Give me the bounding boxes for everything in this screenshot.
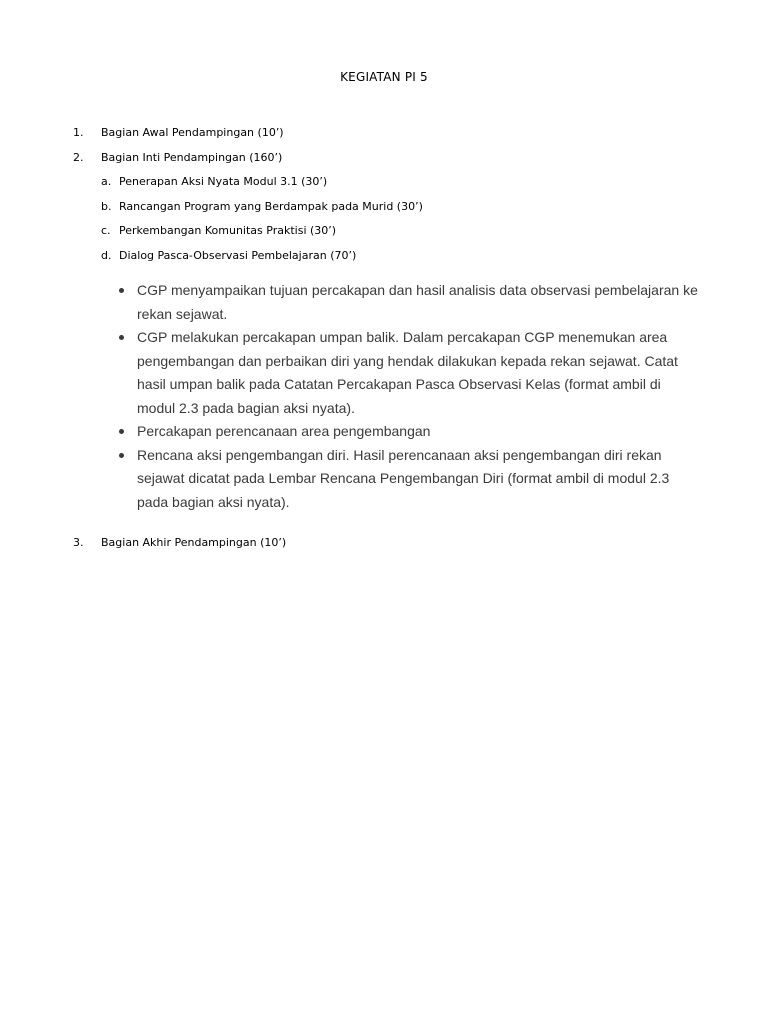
bullet-list <box>118 279 698 514</box>
sub-item-a <box>101 173 327 191</box>
item-text: Bagian Awal Pendampingan (10’) <box>101 126 284 139</box>
bullet-text: Percakapan perencanaan area pengembangan <box>137 423 431 439</box>
numbered-item-1 <box>73 124 284 142</box>
sub-item-text: Perkembangan Komunitas Praktisi (30’) <box>119 224 337 237</box>
bullet-text: CGP melakukan percakapan umpan balik. Dalam percakapan CGP menemukan area pengembangan dan perbaikan diri yang hendak dilakukan kepada rekan sejawat. Catat hasil umpan balik pada Catatan Percakapan Pasca Observasi Kelas (format ambil di modul 2.3 pada bagian aksi nyata). <box>137 329 678 416</box>
sub-item-text: Dialog Pasca-Observasi Pembelajaran (70’) <box>119 249 357 262</box>
item-number: 1. <box>73 126 84 139</box>
item-text: Bagian Akhir Pendampingan (10’) <box>101 536 287 549</box>
document-title: KEGIATAN PI 5 <box>340 70 428 84</box>
sub-item-letter: d. <box>101 249 112 262</box>
bullet-text: CGP menyampaikan tujuan percakapan dan hasil analisis data observasi pembelajaran ke rekan sejawat. <box>137 282 698 322</box>
numbered-item-3 <box>73 534 286 552</box>
bullet-dot-icon <box>119 453 124 458</box>
bullet-dot-icon <box>119 288 124 293</box>
sub-item-text: Penerapan Aksi Nyata Modul 3.1 (30’) <box>119 175 328 188</box>
sub-item-b <box>101 198 423 216</box>
item-text: Bagian Inti Pendampingan (160’) <box>101 151 283 164</box>
bullet-item <box>118 326 698 420</box>
sub-item-text: Rancangan Program yang Berdampak pada Murid (30’) <box>119 200 423 213</box>
bullet-item <box>118 279 698 326</box>
sub-item-d <box>101 247 356 265</box>
bullet-text: Rencana aksi pengembangan diri. Hasil perencanaan aksi pengembangan diri rekan sejawat dicatat pada Lembar Rencana Pengembangan Diri (format ambil di modul 2.3 pada bagian aksi nyata). <box>137 446 670 510</box>
item-number: 2. <box>73 151 84 164</box>
bullet-item <box>118 444 698 515</box>
bullet-item <box>118 420 698 444</box>
item-number: 3. <box>73 536 84 549</box>
sub-item-letter: a. <box>101 175 112 188</box>
sub-item-c <box>101 222 336 240</box>
bullet-dot-icon <box>119 335 124 340</box>
bullet-dot-icon <box>119 429 124 434</box>
sub-item-letter: b. <box>101 200 112 213</box>
numbered-item-2 <box>73 149 282 167</box>
sub-item-letter: c. <box>101 224 111 237</box>
